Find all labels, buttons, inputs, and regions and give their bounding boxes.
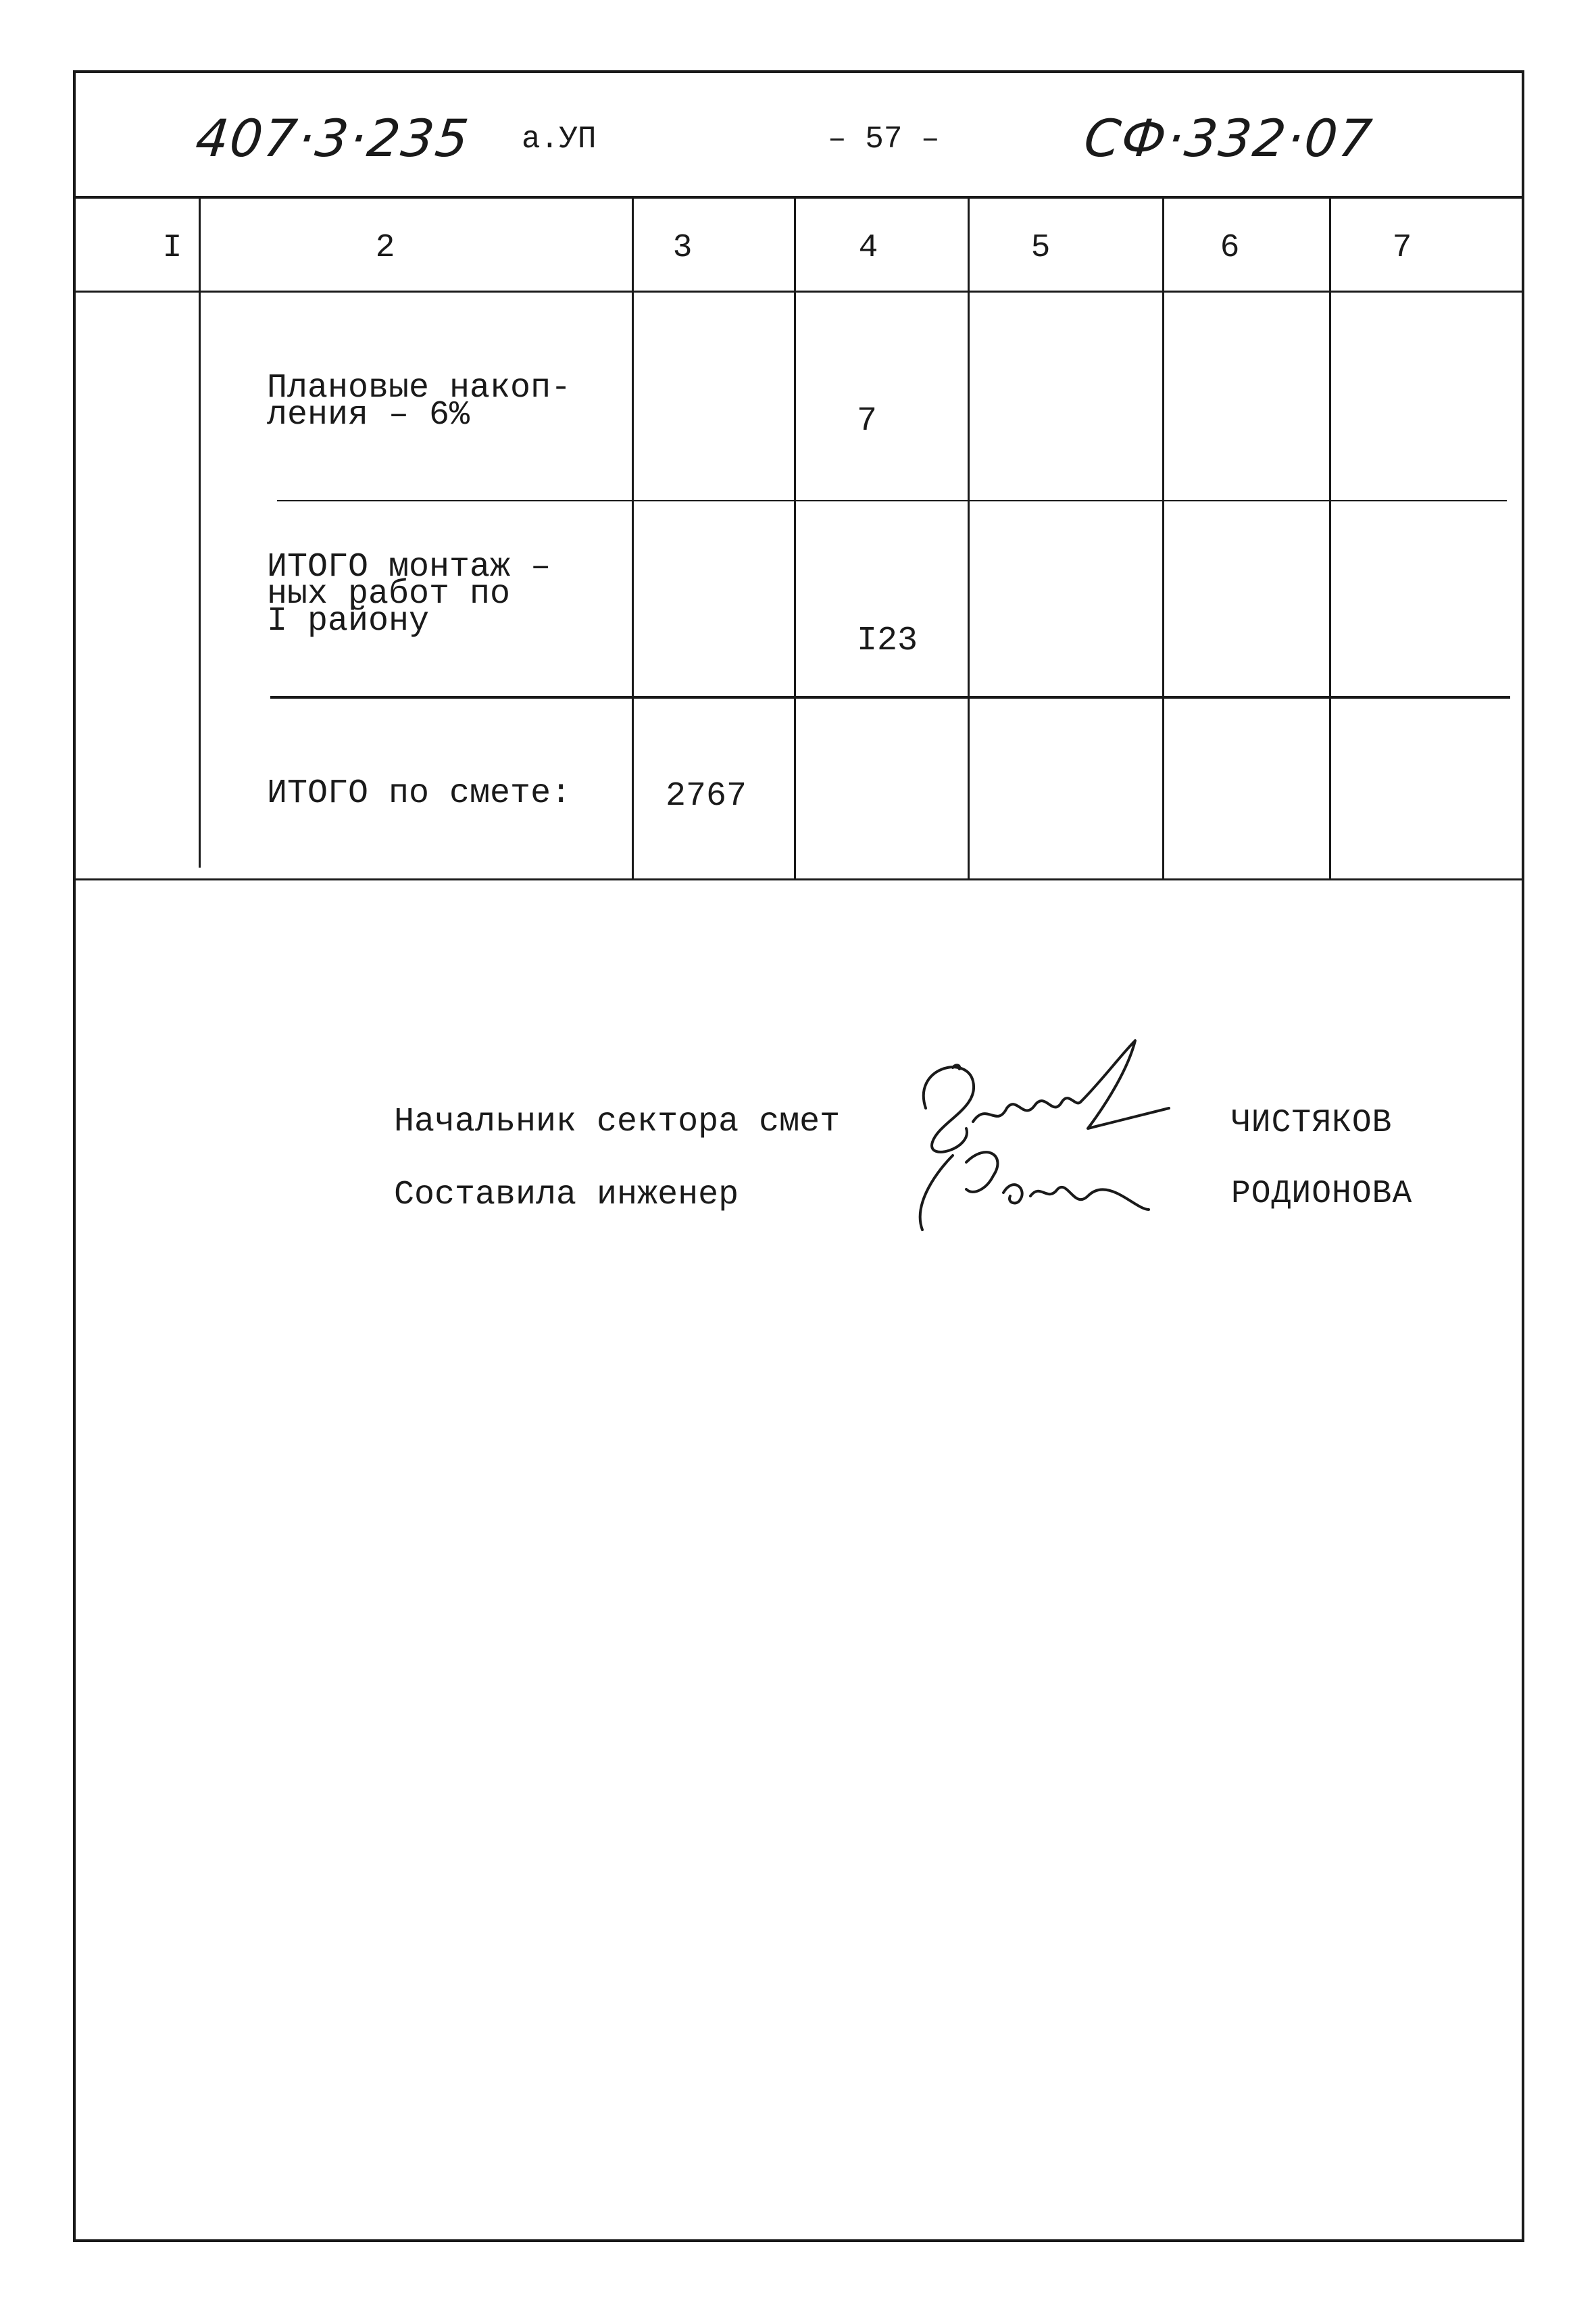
column-divider-3 bbox=[794, 199, 796, 878]
column-divider-6 bbox=[1329, 199, 1331, 878]
row-2-description: ИТОГО монтаж – ных работ по I району bbox=[267, 548, 551, 641]
document-code: СФ·332·07 bbox=[1081, 108, 1376, 168]
column-divider-2 bbox=[632, 199, 634, 878]
row-3-description: ИТОГО по смете: bbox=[267, 774, 572, 813]
column-number-4: 4 bbox=[858, 230, 878, 266]
column-number-5: 5 bbox=[1030, 230, 1051, 266]
signature-name-2: РОДИОНОВА bbox=[1231, 1176, 1413, 1212]
signature-role-2: Составила инженер bbox=[394, 1176, 739, 1214]
row-2-col4: I23 bbox=[857, 622, 918, 660]
header-divider bbox=[73, 196, 1524, 199]
page-number: – 57 – bbox=[828, 122, 940, 157]
column-divider-5 bbox=[1162, 199, 1164, 878]
column-number-6: 6 bbox=[1220, 230, 1240, 266]
project-code: 407·3·235 bbox=[193, 108, 473, 168]
column-number-3: 3 bbox=[672, 230, 693, 266]
column-divider-4 bbox=[968, 199, 970, 878]
column-number-1: I bbox=[162, 230, 182, 266]
row-3-col3: 2767 bbox=[666, 777, 747, 816]
sheet-label: а.УП bbox=[522, 122, 597, 157]
row-1-description: Плановые накоп- ления – 6% bbox=[267, 369, 572, 434]
column-number-7: 7 bbox=[1392, 230, 1412, 266]
handwritten-signature bbox=[885, 1027, 1210, 1284]
row-1-col4: 7 bbox=[857, 402, 878, 441]
signature-name-1: ЧИСТЯКОВ bbox=[1231, 1105, 1393, 1141]
column-divider-1 bbox=[199, 199, 201, 868]
column-number-2: 2 bbox=[375, 230, 395, 266]
signature-role-1: Начальник сектора смет bbox=[394, 1103, 841, 1141]
column-header-divider bbox=[73, 291, 1524, 293]
row-divider-1 bbox=[277, 500, 1507, 501]
row-divider-2 bbox=[270, 696, 1510, 699]
table-bottom-rule bbox=[73, 878, 1524, 880]
